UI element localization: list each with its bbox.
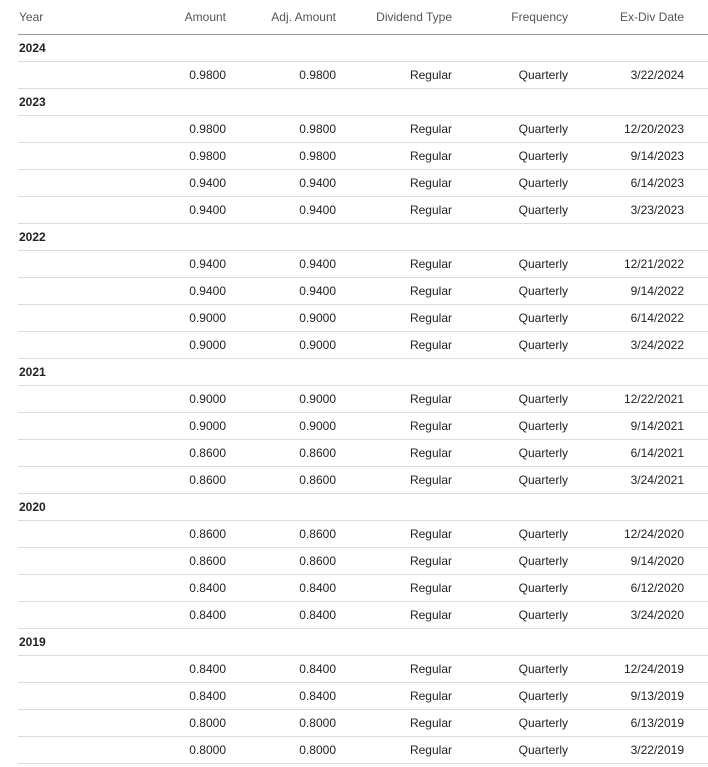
year-label: 2023 bbox=[19, 95, 46, 109]
year-group-row bbox=[18, 224, 708, 251]
table-row bbox=[18, 656, 708, 683]
ex-div-date-cell: 6/14/2022 bbox=[630, 311, 684, 325]
table-row bbox=[18, 116, 708, 143]
adj-amount-cell: 0.9800 bbox=[299, 122, 336, 136]
table-row bbox=[18, 62, 708, 89]
ex-div-date-cell: 12/22/2021 bbox=[623, 392, 684, 406]
ex-div-date-cell: 9/14/2023 bbox=[630, 149, 684, 163]
table-row bbox=[18, 467, 708, 494]
dividend-type-cell: Regular bbox=[409, 176, 452, 190]
frequency-cell: Quarterly bbox=[518, 716, 568, 730]
frequency-cell: Quarterly bbox=[518, 338, 568, 352]
adj-amount-cell: 0.8000 bbox=[299, 743, 336, 757]
amount-cell: 0.9400 bbox=[189, 203, 226, 217]
ex-div-date-cell: 12/21/2022 bbox=[623, 257, 684, 271]
table-row bbox=[18, 737, 708, 764]
ex-div-date-cell: 3/24/2022 bbox=[630, 338, 684, 352]
amount-cell: 0.8400 bbox=[189, 662, 226, 676]
year-label: 2024 bbox=[19, 41, 46, 55]
header-frequency[interactable]: Frequency bbox=[511, 10, 568, 24]
table-row bbox=[18, 548, 708, 575]
ex-div-date-cell: 9/14/2021 bbox=[630, 419, 684, 433]
amount-cell: 0.9800 bbox=[189, 122, 226, 136]
ex-div-date-cell: 3/22/2019 bbox=[630, 743, 684, 757]
dividend-type-cell: Regular bbox=[409, 338, 452, 352]
table-row bbox=[18, 710, 708, 737]
table-row bbox=[18, 602, 708, 629]
adj-amount-cell: 0.8400 bbox=[299, 608, 336, 622]
adj-amount-cell: 0.9400 bbox=[299, 257, 336, 271]
adj-amount-cell: 0.8600 bbox=[299, 527, 336, 541]
dividend-type-cell: Regular bbox=[409, 608, 452, 622]
frequency-cell: Quarterly bbox=[518, 473, 568, 487]
amount-cell: 0.9000 bbox=[189, 311, 226, 325]
ex-div-date-cell: 9/14/2020 bbox=[630, 554, 684, 568]
ex-div-date-cell: 3/24/2021 bbox=[630, 473, 684, 487]
table-row bbox=[18, 170, 708, 197]
frequency-cell: Quarterly bbox=[518, 689, 568, 703]
header-year[interactable]: Year bbox=[19, 10, 44, 24]
frequency-cell: Quarterly bbox=[518, 284, 568, 298]
table-row bbox=[18, 305, 708, 332]
dividend-type-cell: Regular bbox=[409, 149, 452, 163]
amount-cell: 0.8600 bbox=[189, 446, 226, 460]
dividend-type-cell: Regular bbox=[409, 581, 452, 595]
amount-cell: 0.9400 bbox=[189, 284, 226, 298]
ex-div-date-cell: 3/24/2020 bbox=[630, 608, 684, 622]
adj-amount-cell: 0.8000 bbox=[299, 716, 336, 730]
adj-amount-cell: 0.8400 bbox=[299, 689, 336, 703]
frequency-cell: Quarterly bbox=[518, 311, 568, 325]
amount-cell: 0.8600 bbox=[189, 527, 226, 541]
ex-div-date-cell: 6/14/2023 bbox=[630, 176, 684, 190]
year-label: 2020 bbox=[19, 500, 46, 514]
amount-cell: 0.8400 bbox=[189, 608, 226, 622]
table-row bbox=[18, 413, 708, 440]
dividend-type-cell: Regular bbox=[409, 743, 452, 757]
amount-cell: 0.9400 bbox=[189, 176, 226, 190]
ex-div-date-cell: 12/24/2019 bbox=[623, 662, 684, 676]
frequency-cell: Quarterly bbox=[518, 527, 568, 541]
dividend-type-cell: Regular bbox=[409, 716, 452, 730]
adj-amount-cell: 0.9800 bbox=[299, 68, 336, 82]
dividend-type-cell: Regular bbox=[409, 662, 452, 676]
adj-amount-cell: 0.9400 bbox=[299, 176, 336, 190]
ex-div-date-cell: 3/22/2024 bbox=[630, 68, 684, 82]
year-group-row bbox=[18, 494, 708, 521]
ex-div-date-cell: 12/20/2023 bbox=[623, 122, 684, 136]
frequency-cell: Quarterly bbox=[518, 257, 568, 271]
adj-amount-cell: 0.9000 bbox=[299, 338, 336, 352]
table-row bbox=[18, 251, 708, 278]
amount-cell: 0.9000 bbox=[189, 419, 226, 433]
header-adj-amount[interactable]: Adj. Amount bbox=[271, 10, 336, 24]
dividend-type-cell: Regular bbox=[409, 473, 452, 487]
amount-cell: 0.8600 bbox=[189, 473, 226, 487]
dividend-type-cell: Regular bbox=[409, 284, 452, 298]
ex-div-date-cell: 12/24/2020 bbox=[623, 527, 684, 541]
amount-cell: 0.9000 bbox=[189, 392, 226, 406]
frequency-cell: Quarterly bbox=[518, 419, 568, 433]
frequency-cell: Quarterly bbox=[518, 581, 568, 595]
frequency-cell: Quarterly bbox=[518, 122, 568, 136]
year-group-row bbox=[18, 35, 708, 62]
header-dividend-type[interactable]: Dividend Type bbox=[376, 10, 452, 24]
frequency-cell: Quarterly bbox=[518, 392, 568, 406]
amount-cell: 0.9400 bbox=[189, 257, 226, 271]
amount-cell: 0.9800 bbox=[189, 149, 226, 163]
dividend-type-cell: Regular bbox=[409, 419, 452, 433]
year-label: 2022 bbox=[19, 230, 46, 244]
amount-cell: 0.9800 bbox=[189, 68, 226, 82]
frequency-cell: Quarterly bbox=[518, 203, 568, 217]
adj-amount-cell: 0.8400 bbox=[299, 662, 336, 676]
dividend-type-cell: Regular bbox=[409, 527, 452, 541]
frequency-cell: Quarterly bbox=[518, 176, 568, 190]
table-row bbox=[18, 575, 708, 602]
table-body bbox=[18, 35, 708, 764]
amount-cell: 0.8400 bbox=[189, 689, 226, 703]
ex-div-date-cell: 9/13/2019 bbox=[630, 689, 684, 703]
table-row bbox=[18, 386, 708, 413]
table-row bbox=[18, 521, 708, 548]
adj-amount-cell: 0.9000 bbox=[299, 311, 336, 325]
table-row bbox=[18, 143, 708, 170]
header-amount[interactable]: Amount bbox=[184, 10, 226, 24]
frequency-cell: Quarterly bbox=[518, 68, 568, 82]
year-group-row bbox=[18, 629, 708, 656]
adj-amount-cell: 0.9000 bbox=[299, 419, 336, 433]
ex-div-date-cell: 3/23/2023 bbox=[630, 203, 684, 217]
adj-amount-cell: 0.8600 bbox=[299, 473, 336, 487]
table-row bbox=[18, 683, 708, 710]
dividend-type-cell: Regular bbox=[409, 68, 452, 82]
frequency-cell: Quarterly bbox=[518, 554, 568, 568]
ex-div-date-cell: 6/12/2020 bbox=[630, 581, 684, 595]
year-group-row bbox=[18, 89, 708, 116]
amount-cell: 0.8000 bbox=[189, 743, 226, 757]
frequency-cell: Quarterly bbox=[518, 149, 568, 163]
year-label: 2019 bbox=[19, 635, 46, 649]
adj-amount-cell: 0.9800 bbox=[299, 149, 336, 163]
amount-cell: 0.8600 bbox=[189, 554, 226, 568]
year-group-row bbox=[18, 359, 708, 386]
dividend-type-cell: Regular bbox=[409, 392, 452, 406]
frequency-cell: Quarterly bbox=[518, 446, 568, 460]
adj-amount-cell: 0.9000 bbox=[299, 392, 336, 406]
dividend-type-cell: Regular bbox=[409, 311, 452, 325]
table-header-row bbox=[18, 0, 708, 35]
ex-div-date-cell: 6/14/2021 bbox=[630, 446, 684, 460]
dividend-type-cell: Regular bbox=[409, 203, 452, 217]
frequency-cell: Quarterly bbox=[518, 743, 568, 757]
amount-cell: 0.8000 bbox=[189, 716, 226, 730]
amount-cell: 0.8400 bbox=[189, 581, 226, 595]
frequency-cell: Quarterly bbox=[518, 662, 568, 676]
year-label: 2021 bbox=[19, 365, 46, 379]
adj-amount-cell: 0.8400 bbox=[299, 581, 336, 595]
frequency-cell: Quarterly bbox=[518, 608, 568, 622]
adj-amount-cell: 0.9400 bbox=[299, 203, 336, 217]
amount-cell: 0.9000 bbox=[189, 338, 226, 352]
table-row bbox=[18, 440, 708, 467]
dividend-type-cell: Regular bbox=[409, 554, 452, 568]
table-row bbox=[18, 278, 708, 305]
dividend-type-cell: Regular bbox=[409, 257, 452, 271]
ex-div-date-cell: 6/13/2019 bbox=[630, 716, 684, 730]
dividend-type-cell: Regular bbox=[409, 122, 452, 136]
table-row bbox=[18, 197, 708, 224]
adj-amount-cell: 0.9400 bbox=[299, 284, 336, 298]
header-ex-div-date[interactable]: Ex-Div Date bbox=[619, 10, 684, 24]
adj-amount-cell: 0.8600 bbox=[299, 446, 336, 460]
table-row bbox=[18, 332, 708, 359]
dividend-type-cell: Regular bbox=[409, 689, 452, 703]
ex-div-date-cell: 9/14/2022 bbox=[630, 284, 684, 298]
dividend-type-cell: Regular bbox=[409, 446, 452, 460]
dividend-history-table bbox=[18, 0, 708, 764]
adj-amount-cell: 0.8600 bbox=[299, 554, 336, 568]
